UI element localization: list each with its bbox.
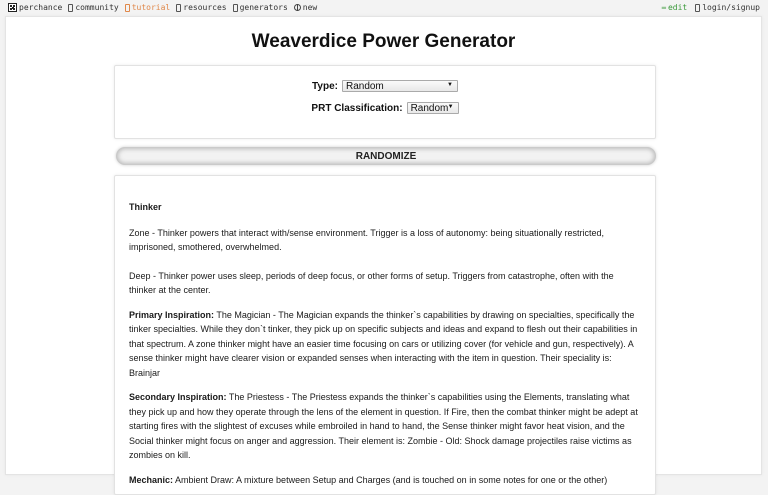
doc-icon — [233, 4, 238, 12]
prt-classification-select[interactable] — [407, 102, 459, 114]
mechanic-text: Ambient Draw: A mixture between Setup and Charges (and is touched on in some notes for one or the other) — [173, 474, 608, 485]
nav-tutorial-label: tutorial — [131, 3, 171, 12]
prt-select-value: Random — [410, 102, 449, 114]
page-title: Weaverdice Power Generator — [251, 31, 516, 52]
secondary-inspiration-label: Secondary Inspiration: — [129, 392, 227, 402]
nav-resources-label: resources — [183, 3, 227, 12]
options-panel — [114, 65, 656, 139]
primary-inspiration — [129, 308, 641, 381]
deep-description: Deep - Thinker power uses sleep, periods of deep focus, or other forms of setup. Triggers from catastrophe, often with the thinker at the center. — [129, 270, 614, 295]
type-select[interactable] — [342, 80, 458, 92]
primary-inspiration-text: The Magician - The Magician expands the thinker`s capabilities by drawing on specialties, specifically the tinker specialties. While they don`t tinker, they pick up on specific subjects and ideas and expand to flesh out their capabilities in that spectrum. A zone thinker might have an easier time focusing on cars or utilizing cover (for vehicle and gun, respectively). A sense thinker might have clearer vision or expanded senses when interacting with the item in question. Their speciality is: Brainjar — [129, 309, 638, 378]
dropdown-arrow-icon: ▼ — [447, 104, 454, 110]
prt-classification-label: PRT Classification: — [311, 102, 403, 114]
nav-generators[interactable] — [233, 3, 288, 12]
mechanic-label: Mechanic: — [129, 474, 174, 485]
output-panel — [114, 175, 656, 495]
dice-icon — [8, 3, 17, 12]
nav-generators-label: generators — [239, 3, 288, 12]
nav-edit[interactable] — [662, 3, 687, 12]
dropdown-arrow-icon: ▼ — [447, 82, 453, 88]
nav-resources[interactable] — [176, 3, 226, 12]
top-nav-left — [8, 3, 317, 12]
zone-description: Zone - Thinker powers that interact with/sense environment. Trigger is a loss of autonomy: being situationally restricted, imprisoned, smothered, overwhelmed. — [129, 227, 605, 252]
nav-login-label: login/signup — [702, 3, 760, 12]
prt-option-row — [115, 102, 655, 114]
type-select-value: Random — [345, 80, 384, 92]
generator-page — [5, 16, 762, 485]
edit-icon: ═ — [661, 3, 666, 12]
nav-community-label: community — [75, 3, 119, 12]
nav-tutorial[interactable] — [125, 3, 171, 12]
secondary-inspiration — [129, 390, 641, 463]
top-nav-right — [662, 3, 760, 12]
globe-icon — [294, 4, 301, 11]
top-nav-bar — [0, 0, 768, 16]
mechanic — [129, 473, 641, 488]
doc-icon — [125, 4, 130, 12]
doc-icon — [695, 4, 700, 12]
randomize-button[interactable]: RANDOMIZE — [116, 147, 656, 165]
type-option-row — [115, 80, 655, 92]
secondary-inspiration-text: The Priestess - The Priestess expands the thinker`s capabilities using the Elements, translating what they pick up and how they operate through the lens of the element in question. If Fire, then the combat thinker might be adept at starting fires with the slightest of excuses while embroiled in hand to hand, the Sense thinker might favor heat vision, and the Social thinker might focus on anger and aggression. Their element is: Zombie - Old: Shock damage projectiles raise victims as zombies on kill. — [129, 392, 638, 460]
type-label: Type: — [312, 80, 338, 92]
doc-icon — [68, 4, 73, 12]
nav-new[interactable] — [294, 3, 317, 12]
nav-edit-label: edit — [667, 3, 688, 12]
primary-inspiration-label: Primary Inspiration: — [129, 309, 215, 320]
nav-community[interactable] — [68, 3, 118, 12]
nav-perchance-label: perchance — [19, 3, 63, 12]
nav-perchance[interactable] — [8, 3, 62, 12]
doc-icon — [176, 4, 181, 12]
nav-login-signup[interactable] — [695, 3, 760, 12]
output-heading: Thinker — [129, 202, 162, 212]
nav-new-label: new — [302, 3, 318, 12]
